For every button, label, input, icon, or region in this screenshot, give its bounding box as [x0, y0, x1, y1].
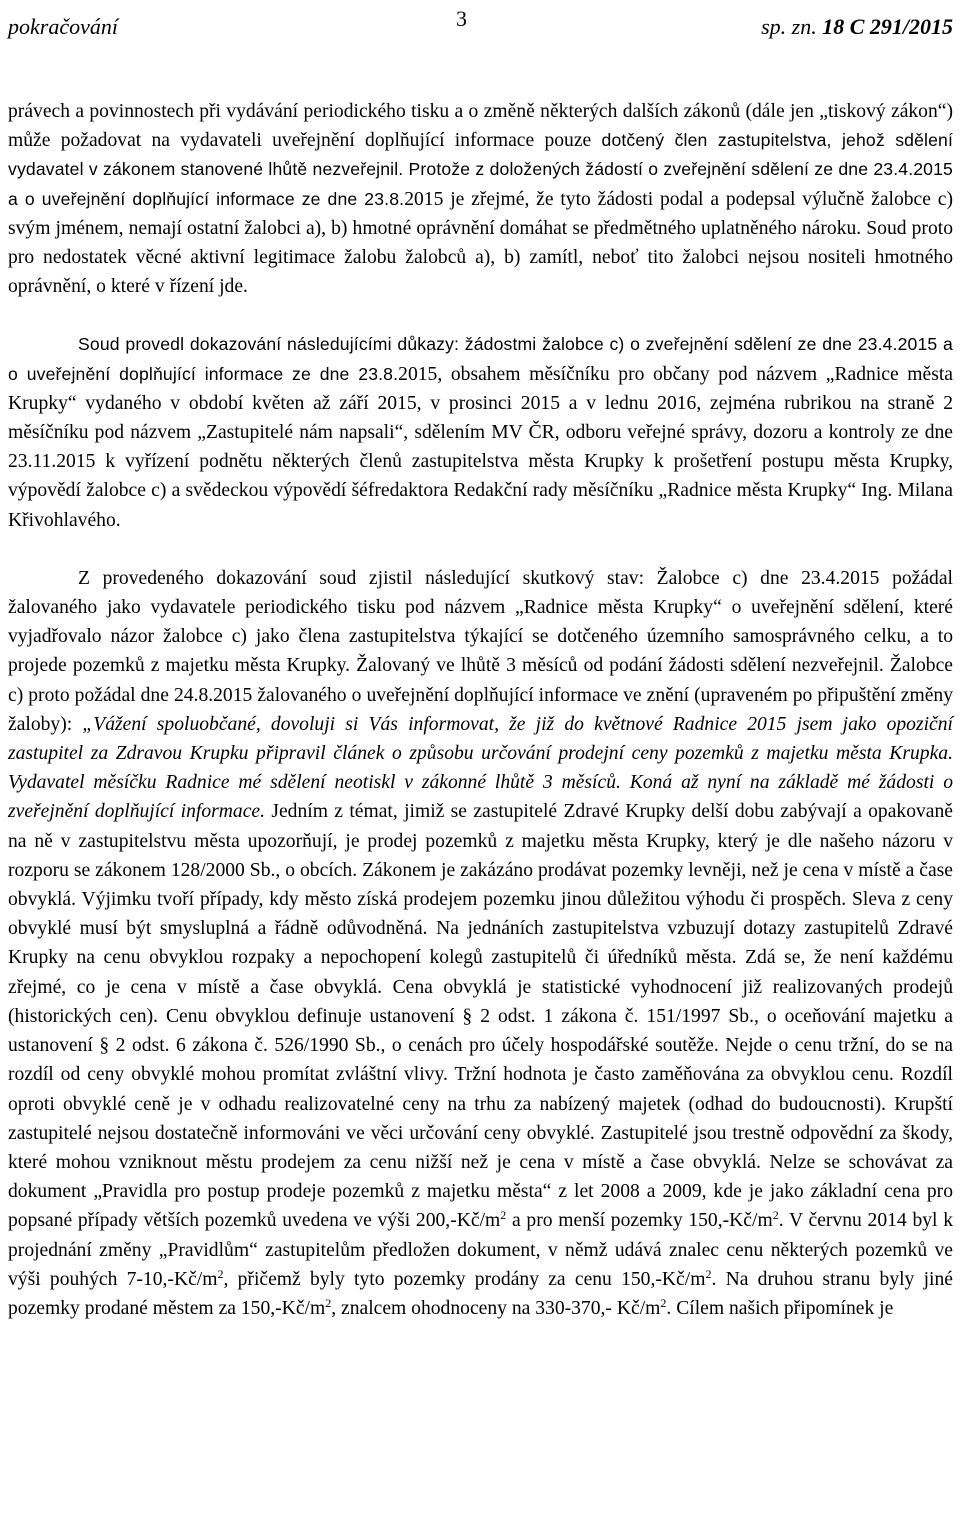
paragraph-findings-part-6: . Na druhou stranu byly jiné pozemky prodané městem za 150,-Kč/m: [8, 1268, 953, 1319]
case-number-value: 18 C 291/2015: [822, 14, 953, 39]
superscript: 2: [500, 1208, 507, 1223]
paragraph-findings-part-3: a pro menší pozemky 150,-Kč/m: [506, 1210, 773, 1232]
paragraph-legitimacy-part-4: Soud proto pro nedostatek věcné aktivní legitimace žalobu žalobců a), b) zamítl, neboť tito žalobci nejsou nositeli hmotného oprávnění, o které v řízení jde.: [8, 217, 953, 298]
paragraph-evidence: [8, 330, 953, 534]
document-body: [8, 97, 953, 1323]
superscript: 2: [705, 1266, 712, 1281]
paragraph-legitimacy: [8, 97, 953, 301]
page-number: 3: [456, 6, 467, 31]
case-number-prefix: sp. zn.: [761, 14, 823, 39]
quoted-statement: „Vážení spoluobčané, dovoluji si Vás informovat, že již do květnové Radnice 2015 jsem jako opoziční zastupitel za Zdravou Krupku připravil článek o způsobu určování prodejní ceny pozemků z majetku města Krupka. Vydavatel měsíčku Radnice mé sdělení neotiskl v zákonné lhůtě 3 měsíců. Koná až nyní na základě mé žádosti o zveřejnění doplňující informace.: [8, 713, 953, 823]
paragraph-findings-part-5: , přičemž byly tyto pozemky prodány za cenu 150,-Kč/m: [223, 1268, 706, 1290]
paragraph-findings-part-7: , znalcem ohodnoceny na 330-370,- Kč/m: [331, 1297, 661, 1319]
continuation-label: pokračování: [8, 14, 118, 39]
superscript: 2: [217, 1266, 224, 1281]
paragraph-evidence-part-2: 2015, obsahem měsíčníku pro občany pod názvem „Radnice města Krupky“ vydaného v období květen až září 2015, v prosinci 2015 a v lednu 2016, zejména rubrikou na straně 2 měsíčníku pod názvem „Zastupitelé nám napsali“, sdělením MV ČR, odboru veřejné správy, dozoru a kontroly ze dne 23.11.2015 k vyřízení podnětu některých členů zastupitelstva města Krupky k prošetření postupu města Krupky, výpovědí žalobce c) a svědeckou výpovědí šéfredaktora Redakční rady měsíčníku „Radnice města Krupky“ Ing. Milana Křivohlavého.: [8, 363, 953, 531]
paragraph-findings: [8, 564, 953, 1323]
paragraph-findings-part-1: Z provedeného dokazování soud zjistil následující skutkový stav: Žalobce c) dne 23.4.2015 požádal žalovaného jako vydavatele periodického tisku pod názvem „Radnice města Krupky“ o uveřejnění sdělení, které vyjadřovalo názor žalobce c) jako člena zastupitelstva týkající se dotčeného územního samosprávného celku, a to projede pozemků z majetku města Krupky. Žalovaný ve lhůtě 3 měsíců od podání žádosti sdělení nezveřejnil. Žalobce c) proto požádal dne 24.8.2015 žalovaného o uveřejnění doplňující informace ve znění (upraveném po připuštění změny žaloby):: [8, 567, 953, 735]
paragraph-legitimacy-part-3: 2015 je zřejmé, že tyto žádosti podal a podepsal výlučně žalobce c) svým jménem, nemají ostatní žalobci a), b) hmotné oprávnění domáhat se předmětného uplatněného nároku.: [8, 188, 953, 239]
superscript: 2: [325, 1295, 332, 1310]
paragraph-findings-part-4: . V červnu 2014 byl k projednání změny „Pravidlům“ zastupitelům předložen dokument, v němž udává znalec cenu některých pozemků ve výši pouhých 7-10,-Kč/m: [8, 1210, 954, 1290]
paragraph-findings-part-8: . Cílem našich připomínek je: [666, 1297, 894, 1319]
paragraph-legitimacy-part-1: právech a povinnostech při vydávání periodického tisku a o změně některých dalších zákonů (dále jen „tiskový zákon“) může požadovat na vydavateli uveřejnění doplňující informace pouze: [8, 101, 953, 152]
superscript: 2: [660, 1295, 667, 1310]
paragraph-evidence-part-1: Soud provedl dokazování následujícími důkazy: žádostmi žalobce c) o zveřejnění sdělení ze dne 23.4.2015 a o uveřejnění doplňující informace ze dne 23.8.: [8, 334, 953, 384]
page-header: [8, 6, 953, 40]
case-number: [761, 14, 953, 40]
superscript: 2: [772, 1208, 779, 1223]
paragraph-findings-part-2: Jedním z témat, jimiž se zastupitelé Zdravé Krupky delší dobu zabývají a opakovaně na ně v zastupitelstvu města upozorňují, je prodej pozemků z majetku města Krupky, který je dle našeho názoru v rozporu se zákonem 128/2000 Sb., o obcích. Zákonem je zakázáno prodávat pozemky levněji, než je cena v místě a čase obvyklá. Výjimku tvoří případy, kdy město získá prodejem pozemku jinou důležitou výhodu či prospěch. Sleva z ceny obvyklé musí být smysluplná a řádně odůvodněná. Na jednáních zastupitelstva vzbuzují dotazy zastupitelů Zdravé Krupky na cenu obvyklou rozpaky a nepochopení kolegů zastupitelů či úředníků města. Zdá se, že není každému zřejmé, co je cena v místě a čase obvyklá. Cena obvyklá je statistické vyhodnocení již realizovaných prodejů (historických cen). Cenu obvyklou definuje ustanovení § 2 odst. 1 zákona č. 151/1997 Sb., o oceňování majetku a ustanovení § 2 odst. 6 zákona č. 526/1990 Sb., o cenách pro účely hospodářské soutěže. Nejde o cenu tržní, do se na rozdíl od ceny obvyklé mohou promítat zvláštní vlivy. Tržní hodnota je často zaměňována za obvyklou cenu. Rozdíl oproti obvyklé ceně je v odhadu realizovatelné ceny na trhu za nabízený majetek (odhad do budoucnosti). Krupští zastupitelé nejsou dostatečně informováni ve věci určování ceny obvyklé. Zastupitelé jsou trestně odpovědní za škody, které mohou vzniknout městu prodejem za cenu nižší než je cena v místě a čase obvyklá. Nelze se schovávat za dokument „Pravidla pro postup prodeje pozemků z majetku města“ z let 2008 a 2009, kde je jako základní cena pro popsané případy větších pozemků uvedena ve výši 200,-Kč/m: [8, 801, 953, 1232]
paragraph-legitimacy-part-2: dotčený člen zastupitelstva, jehož sdělení vydavatel v zákonem stanovené lhůtě nezveřejnil. Protože z doložených žádostí o zveřejnění sdělení ze dne 23.4.2015 a o uveřejnění doplňující informace ze dne 23.8.: [8, 130, 953, 209]
